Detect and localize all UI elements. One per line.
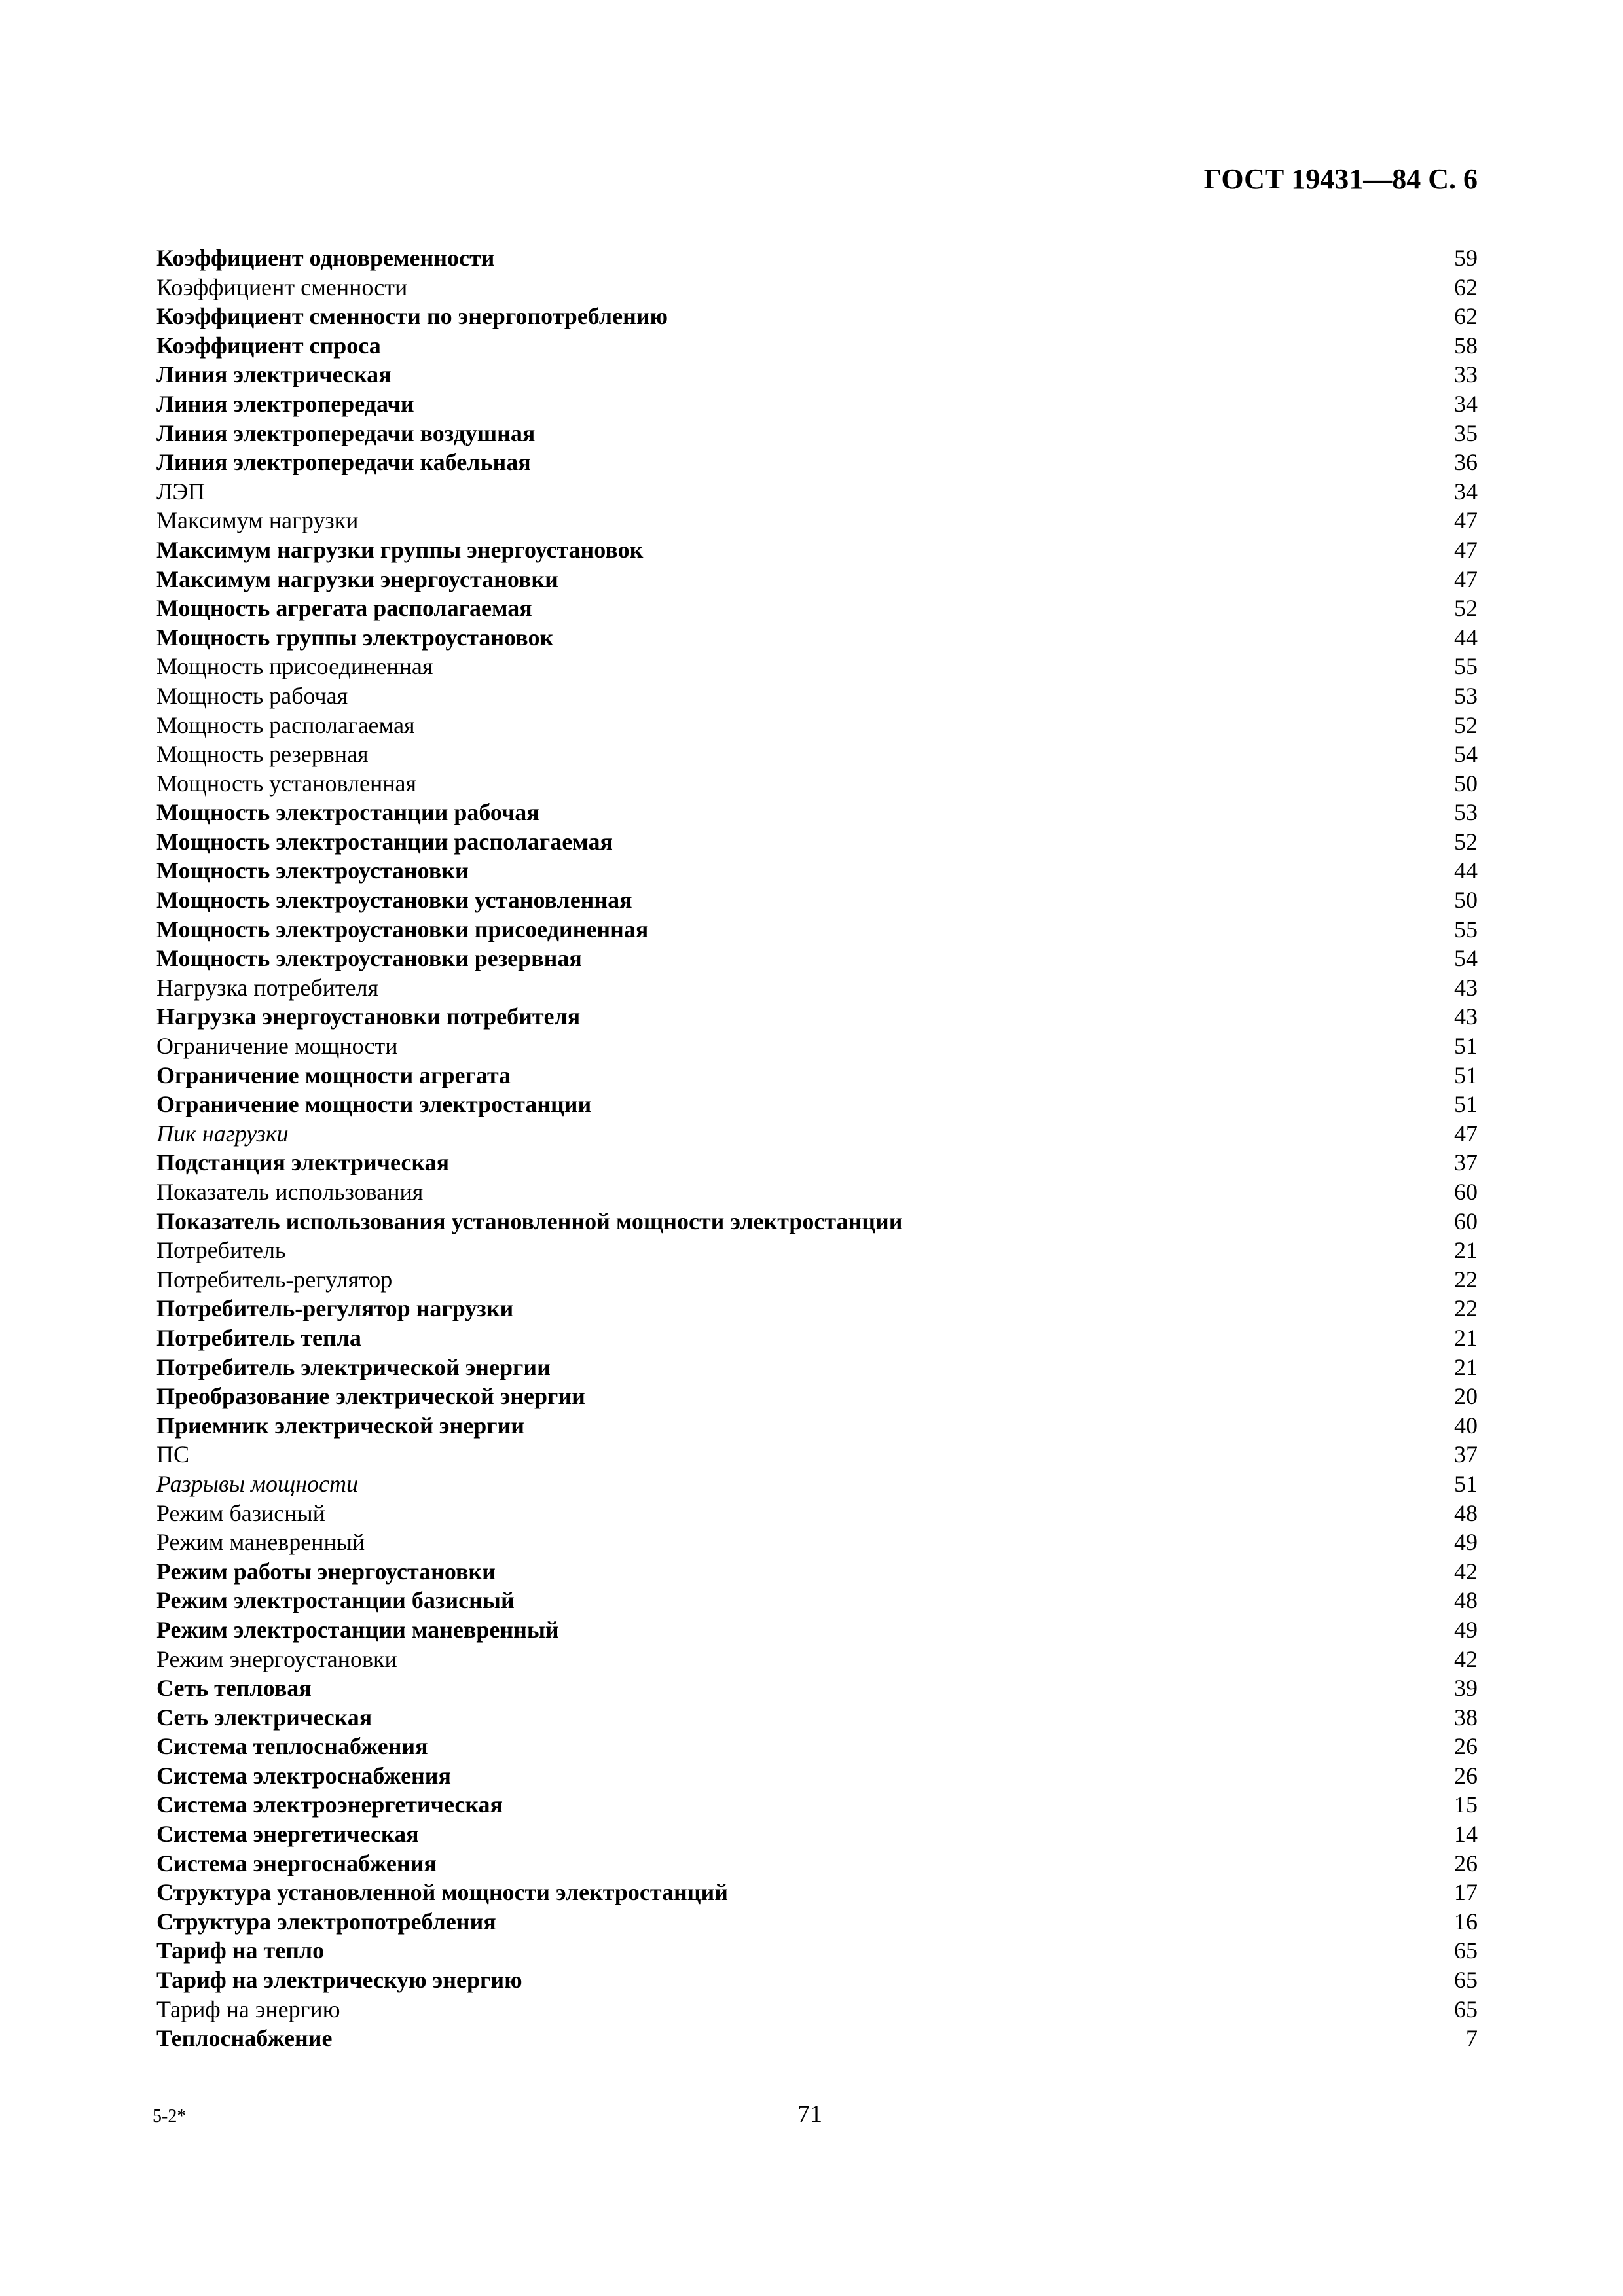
index-number: 60 <box>1454 1208 1478 1234</box>
index-number: 54 <box>1454 741 1478 768</box>
index-number: 26 <box>1454 1762 1478 1789</box>
index-term: Линия электропередачи воздушная <box>156 420 536 446</box>
index-term: Мощность установленная <box>156 770 417 797</box>
index-number: 44 <box>1454 624 1478 651</box>
index-number: 17 <box>1454 1879 1478 1906</box>
index-entry <box>155 535 1478 565</box>
index-term: Показатель использования <box>156 1179 424 1205</box>
index-term: Тариф на энергию <box>156 1996 340 2022</box>
index-number: 62 <box>1454 303 1478 330</box>
index-number: 40 <box>1454 1412 1478 1439</box>
index-term: Мощность группы электроустановок <box>156 624 554 651</box>
index-entry <box>155 1090 1478 1119</box>
index-entry <box>155 360 1478 389</box>
index-term: Мощность рабочая <box>156 682 348 709</box>
index-number: 47 <box>1454 565 1478 592</box>
index-entry <box>155 1411 1478 1441</box>
index-term: Пик нагрузки <box>156 1120 289 1147</box>
index-entry <box>155 1294 1478 1323</box>
index-term: Подстанция электрическая <box>156 1149 450 1176</box>
index-entry <box>155 1645 1478 1674</box>
index-entry <box>155 1849 1478 1878</box>
index-entry <box>155 1965 1478 1995</box>
index-entry <box>155 1907 1478 1937</box>
index-entry <box>155 973 1478 1003</box>
index-number: 55 <box>1454 916 1478 942</box>
index-term: Потребитель-регулятор <box>156 1266 393 1293</box>
index-number: 52 <box>1454 711 1478 738</box>
index-entry <box>155 827 1478 857</box>
index-number: 47 <box>1454 536 1478 563</box>
index-number: 50 <box>1454 770 1478 797</box>
index-number: 26 <box>1454 1733 1478 1760</box>
index-term: Режим маневренный <box>156 1529 365 1556</box>
index-entry <box>155 1265 1478 1295</box>
index-number: 55 <box>1454 653 1478 680</box>
index-entry <box>155 477 1478 507</box>
index-number: 34 <box>1454 390 1478 417</box>
index-term: Коэффициент сменности по энергопотреблению <box>156 303 668 330</box>
index-term: Линия электропередачи <box>156 390 414 417</box>
index-number: 21 <box>1454 1324 1478 1351</box>
index-number: 51 <box>1454 1470 1478 1497</box>
index-entry <box>155 1031 1478 1061</box>
index-entry <box>155 944 1478 973</box>
index-term: Структура электропотребления <box>156 1908 496 1935</box>
printer-signature: 5-2* <box>153 2106 187 2126</box>
index-number: 43 <box>1454 974 1478 1001</box>
index-term: Мощность электроустановки <box>156 857 469 884</box>
index-number: 50 <box>1454 887 1478 914</box>
index-term: Разрывы мощности <box>156 1470 359 1497</box>
index-entry <box>155 1499 1478 1528</box>
index-entry <box>155 1440 1478 1469</box>
index-number: 21 <box>1454 1237 1478 1264</box>
index-term: Максимум нагрузки энергоустановки <box>156 565 558 592</box>
index-entry <box>155 1732 1478 1761</box>
index-number: 33 <box>1454 361 1478 388</box>
index-entry <box>155 1002 1478 1031</box>
index-entry <box>155 1790 1478 1820</box>
index-number: 44 <box>1454 857 1478 884</box>
index-term: Мощность электроустановки установленная <box>156 887 632 914</box>
index-entry <box>155 1236 1478 1265</box>
index-term: Ограничение мощности <box>156 1033 398 1060</box>
index-term: Режим работы энергоустановки <box>156 1558 496 1585</box>
index-term: Потребитель тепла <box>156 1324 361 1351</box>
index-entry <box>155 1382 1478 1411</box>
index-term: ЛЭП <box>156 478 206 505</box>
index-term: Потребитель электрической энергии <box>156 1354 551 1380</box>
index-number: 47 <box>1454 507 1478 534</box>
index-number: 15 <box>1454 1791 1478 1818</box>
index-term: Система электроснабжения <box>156 1762 452 1789</box>
index-entry <box>155 243 1478 273</box>
index-term: Показатель использования установленной мощности электростанции <box>156 1208 903 1234</box>
index-term: ПС <box>156 1441 190 1468</box>
index-number: 51 <box>1454 1033 1478 1060</box>
index-number: 42 <box>1454 1645 1478 1672</box>
index-number: 62 <box>1454 274 1478 300</box>
index-entry <box>155 331 1478 361</box>
index-number: 21 <box>1454 1354 1478 1380</box>
index-entry <box>155 1323 1478 1353</box>
index-term: Линия электрическая <box>156 361 392 388</box>
index-term: Коэффициент одновременности <box>156 245 495 271</box>
index-number: 14 <box>1454 1821 1478 1848</box>
index-number: 51 <box>1454 1062 1478 1088</box>
index-term: Система электроэнергетическая <box>156 1791 503 1818</box>
index-term: Ограничение мощности агрегата <box>156 1062 511 1088</box>
index-entry <box>155 302 1478 331</box>
index-term: Преобразование электрической энергии <box>156 1383 585 1410</box>
index-number: 58 <box>1454 332 1478 359</box>
index-entry <box>155 1119 1478 1149</box>
index-entry <box>155 652 1478 681</box>
index-entry <box>155 1878 1478 1907</box>
index-term: Мощность располагаемая <box>156 711 415 738</box>
index-term: Потребитель <box>156 1237 286 1264</box>
index-number: 36 <box>1454 449 1478 476</box>
index-entry <box>155 740 1478 769</box>
index-term: Система энергетическая <box>156 1821 419 1848</box>
index-number: 39 <box>1454 1675 1478 1702</box>
index-entry <box>155 1995 1478 2024</box>
index-term: Сеть тепловая <box>156 1675 312 1702</box>
index-number: 16 <box>1454 1908 1478 1935</box>
index-number: 53 <box>1454 682 1478 709</box>
index-number: 42 <box>1454 1558 1478 1585</box>
index-entry <box>155 1061 1478 1090</box>
index-number: 52 <box>1454 828 1478 855</box>
index-term: Тариф на тепло <box>156 1937 325 1964</box>
index-number: 26 <box>1454 1850 1478 1876</box>
index-entry <box>155 1936 1478 1965</box>
index-number: 20 <box>1454 1383 1478 1410</box>
index-term: Мощность электроустановки присоединенная <box>156 916 649 942</box>
index-entry <box>155 389 1478 419</box>
index-entry <box>155 1674 1478 1703</box>
index-number: 37 <box>1454 1149 1478 1176</box>
index-term: Мощность электростанции рабочая <box>156 799 539 826</box>
index-number: 38 <box>1454 1704 1478 1731</box>
index-term: Нагрузка потребителя <box>156 974 379 1001</box>
index-number: 22 <box>1454 1266 1478 1293</box>
index-number: 34 <box>1454 478 1478 505</box>
index-number: 65 <box>1454 1967 1478 1994</box>
index-term: Система энергоснабжения <box>156 1850 437 1876</box>
index-term: Мощность электростанции располагаемая <box>156 828 613 855</box>
index-entry <box>155 1761 1478 1791</box>
index-term: Режим базисный <box>156 1499 325 1526</box>
index-term: Теплоснабжение <box>156 2025 333 2052</box>
index-entry <box>155 1528 1478 1557</box>
index-number: 48 <box>1454 1499 1478 1526</box>
index-entry <box>155 273 1478 302</box>
page-number: 71 <box>797 2100 822 2128</box>
index-entry <box>155 419 1478 448</box>
index-entry <box>155 681 1478 711</box>
index-entry <box>155 1207 1478 1236</box>
index-number: 65 <box>1454 1937 1478 1964</box>
index-entry <box>155 856 1478 886</box>
index-number: 37 <box>1454 1441 1478 1468</box>
index-number: 35 <box>1454 420 1478 446</box>
index-number: 60 <box>1454 1179 1478 1205</box>
index-entry <box>155 594 1478 623</box>
index-entry <box>155 448 1478 477</box>
index-term: Мощность присоединенная <box>156 653 433 680</box>
index-term: Мощность резервная <box>156 741 369 768</box>
index-term: Тариф на электрическую энергию <box>156 1967 522 1994</box>
index-term: Максимум нагрузки <box>156 507 359 534</box>
index-term: Система теплоснабжения <box>156 1733 428 1760</box>
index-number: 54 <box>1454 945 1478 972</box>
index-entry <box>155 1703 1478 1732</box>
index-entry <box>155 2024 1478 2053</box>
index-term: Приемник электрической энергии <box>156 1412 525 1439</box>
index-number: 52 <box>1454 595 1478 622</box>
index-entry <box>155 1353 1478 1382</box>
index-entry <box>155 915 1478 944</box>
index-number: 59 <box>1454 245 1478 271</box>
index-entry <box>155 711 1478 740</box>
index-entry <box>155 1469 1478 1499</box>
index-entry <box>155 1148 1478 1177</box>
index-term: Линия электропередачи кабельная <box>156 449 531 476</box>
index-number: 51 <box>1454 1091 1478 1118</box>
index-entry <box>155 623 1478 653</box>
index-entry <box>155 1177 1478 1207</box>
index-number: 43 <box>1454 1003 1478 1030</box>
index-number: 7 <box>1466 2025 1478 2052</box>
index-term: Структура установленной мощности электростанций <box>156 1879 728 1906</box>
index-term: Режим электростанции базисный <box>156 1587 515 1614</box>
index-term: Режим энергоустановки <box>156 1645 397 1672</box>
index-term: Ограничение мощности электростанции <box>156 1091 592 1118</box>
index-term: Режим электростанции маневренный <box>156 1616 559 1643</box>
index-entry <box>155 565 1478 594</box>
index-term: Коэффициент спроса <box>156 332 381 359</box>
index-term: Мощность электроустановки резервная <box>156 945 582 972</box>
index-term: Мощность агрегата располагаемая <box>156 595 532 622</box>
index-number: 47 <box>1454 1120 1478 1147</box>
index-term: Максимум нагрузки группы энергоустановок <box>156 536 644 563</box>
index-entry <box>155 1586 1478 1615</box>
index-number: 53 <box>1454 799 1478 826</box>
index-term: Нагрузка энергоустановки потребителя <box>156 1003 581 1030</box>
index-number: 49 <box>1454 1616 1478 1643</box>
index-entry <box>155 506 1478 535</box>
index-term: Коэффициент сменности <box>156 274 408 300</box>
index-entry <box>155 769 1478 798</box>
index-number: 49 <box>1454 1529 1478 1556</box>
index-number: 22 <box>1454 1295 1478 1322</box>
index-entry <box>155 798 1478 827</box>
index-term: Потребитель-регулятор нагрузки <box>156 1295 514 1322</box>
index-number: 65 <box>1454 1996 1478 2022</box>
index-entry <box>155 1557 1478 1587</box>
index-entry <box>155 886 1478 915</box>
term-index <box>155 243 1478 2053</box>
index-entry <box>155 1615 1478 1645</box>
index-number: 48 <box>1454 1587 1478 1614</box>
page-header: ГОСТ 19431—84 С. 6 <box>1203 163 1478 195</box>
index-entry <box>155 1820 1478 1849</box>
index-term: Сеть электрическая <box>156 1704 373 1731</box>
